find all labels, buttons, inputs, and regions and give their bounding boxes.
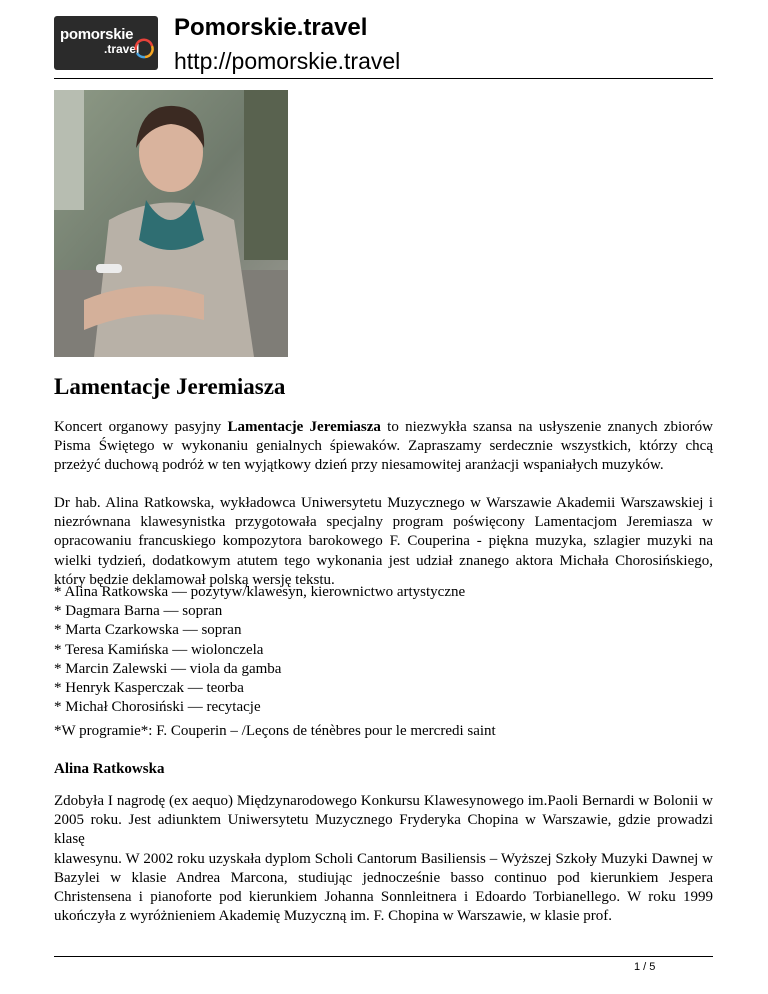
intro-text-bold: Lamentacje Jeremiasza: [227, 419, 381, 435]
portrait-photo: [54, 90, 288, 357]
programme-line: *W programie*: F. Couperin – /Leçons de ténèbres pour le mercredi saint: [54, 723, 496, 739]
intro-text-prefix: Koncert organowy pasyjny: [54, 419, 228, 435]
performer-item: * Teresa Kamińska — wiolonczela: [54, 641, 264, 658]
program-description-paragraph: Dr hab. Alina Ratkowska, wykładowca Uniwersytetu Muzycznego w Warszawie Akademii Warszawskiej i niezrównana klawesynistka przygotowała specjalny program poświęcony Lamentacjom Jeremiasza w opracowaniu francuskiego kompozytora barokowego F. Couperina - piękna muzyka, szlagier muzyki na wielki tydzień, dodatkowym atutem tego wykonania jest udział znanego aktora Michała Chorosińskiego, który będzie deklamował polską wersję tekstu.: [54, 495, 713, 588]
pomorskie-travel-logo[interactable]: [54, 16, 158, 70]
intro-text-suffix: to niezwykła szansa na usłyszenie znanych zbiorów Pisma Świętego w wykonaniu genialnych śpiewaków. Zapraszamy serdecznie wszystkich, którzy chcą przeżyć duchową podróż w ten wyjątkowy dzień przy niesamowitej aranżacji wspaniałych muzyków.: [54, 419, 713, 474]
performer-item: * Michał Chorosiński — recytacje: [54, 699, 261, 716]
site-url[interactable]: http://pomorskie.travel: [174, 48, 401, 74]
logo-swirl-icon: [133, 38, 155, 60]
logo-text-top: pomorskie: [60, 26, 134, 43]
performer-item: * Alina Ratkowska — pozytyw/klawesyn, kierownictwo artystyczne: [54, 584, 466, 600]
performer-item: * Marcin Zalewski — viola da gamba: [54, 660, 282, 677]
intro-paragraph: [54, 418, 713, 476]
performer-item: * Marta Czarkowska — sopran: [54, 622, 242, 639]
performer-item: * Dagmara Barna — sopran: [54, 603, 223, 620]
header-divider: [54, 78, 713, 79]
performer-item: * Henryk Kasperczak — teorba: [54, 680, 244, 697]
biography-part: Zdobyła I nagrodę (ex aequo) Międzynarodowego Konkursu Klawesynowego im.Paoli Bernardi w Bolonii w 2005 roku. Jest adiunktem Uniwersytetu Muzycznego Fryderyka Chopina w Warszawie, gdzie prowadzi klasę: [54, 793, 713, 848]
page-number: 1 / 5: [634, 961, 656, 973]
bio-heading: Alina Ratkowska: [54, 761, 165, 777]
performers-list: [54, 583, 713, 717]
footer-divider: [54, 956, 713, 957]
logo-text-bottom: .travel: [104, 42, 140, 56]
biography-paragraph: [54, 792, 713, 926]
event-title: Lamentacje Jeremiasza: [54, 374, 286, 399]
site-title: Pomorskie.travel: [174, 14, 368, 41]
biography-part: klawesynu. W 2002 roku uzyskała dyplom Scholi Cantorum Basiliensis – Wyższej Szkoły Muzyki Dawnej w Bazylei w klasie Andrea Marcona, studiując jednocześnie basso continuo pod kierunkiem Jespera Christensena i pianoforte pod kierunkiem Johanna Sonnleitnera i Edoardo Torbianellego. W roku 1999 ukończyła z wyróżnieniem Akademię Muzyczną im. F. Chopina w Warszawie, w klasie prof.: [54, 850, 713, 925]
page-header: [54, 14, 713, 84]
